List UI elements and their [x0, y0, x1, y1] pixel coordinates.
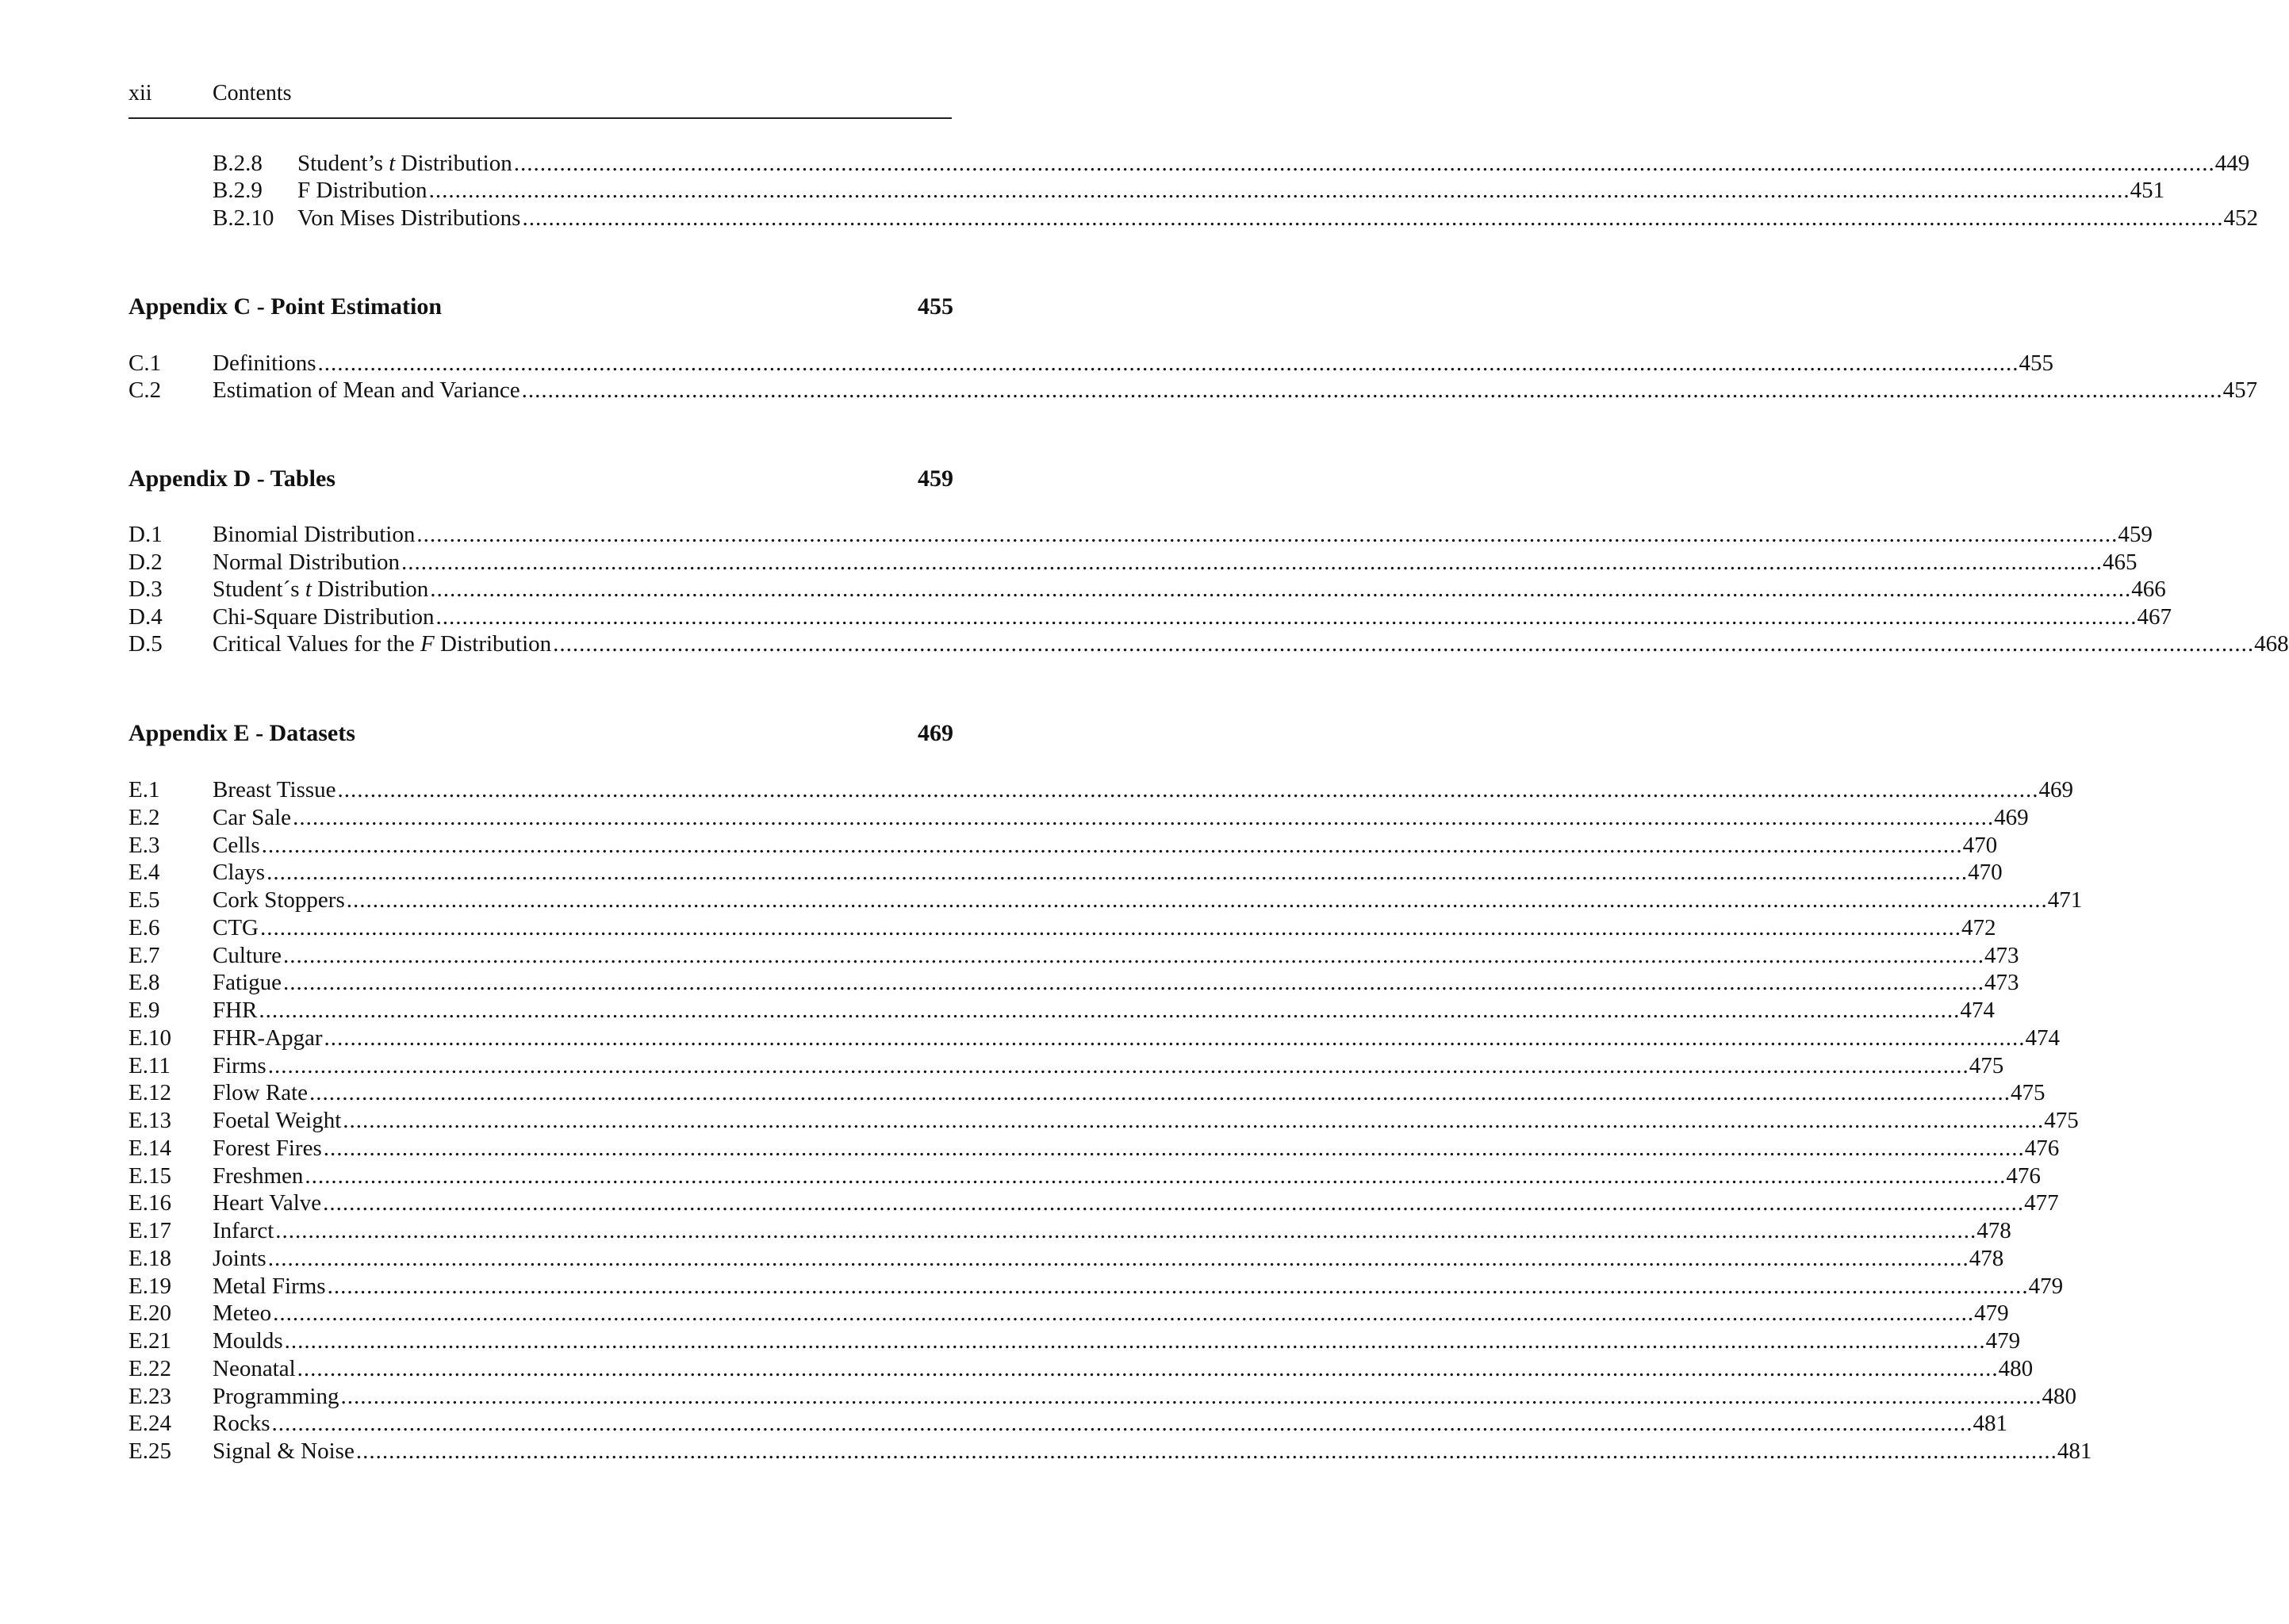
entry-number: B.2.10 [213, 205, 274, 231]
entry-title-text: Programming [213, 1384, 339, 1409]
entry-number: E.22 [128, 1356, 171, 1381]
toc-entry [128, 376, 2258, 404]
entry-title-text: Breast Tissue [213, 777, 336, 802]
dot-leader: .................................................................................................................................................................................................................................................................... [266, 860, 1969, 885]
entry-page: 478 [1977, 1218, 2011, 1243]
entry-title-text: FHR [213, 998, 258, 1023]
entry-page: 449 [2214, 151, 2250, 176]
entry-number: E.25 [128, 1438, 171, 1464]
toc-entry [128, 1382, 2076, 1411]
entry-title [213, 914, 260, 942]
entry-page: 475 [2011, 1080, 2046, 1105]
entry-page: 469 [2038, 777, 2074, 802]
toc-entry [213, 204, 2258, 232]
entry-number: C.2 [128, 377, 162, 403]
entry-page: 469 [1994, 805, 2029, 830]
dot-leader: .................................................................................................................................................................................................................................................................... [275, 1218, 1977, 1243]
entry-page: 479 [1985, 1328, 2021, 1354]
entry-number: E.4 [128, 860, 160, 885]
entry-title [213, 996, 259, 1025]
dot-leader: .................................................................................................................................................................................................................................................................... [317, 350, 2019, 376]
entry-number: E.9 [128, 998, 160, 1023]
entry-number: C.1 [128, 350, 162, 376]
dot-leader: .................................................................................................................................................................................................................................................................... [273, 1300, 1975, 1326]
toc-entry [128, 1189, 2059, 1217]
entry-title-text: Joints [213, 1246, 266, 1271]
toc-entry [128, 1437, 2092, 1465]
entry-page: 480 [1998, 1356, 2034, 1381]
entry-title-text: Metal Firms [213, 1274, 326, 1299]
entry-title-text: Infarct [213, 1218, 274, 1243]
dot-leader: .................................................................................................................................................................................................................................................................... [553, 631, 2255, 657]
entry-page: 474 [2025, 1025, 2061, 1051]
entry-page: 451 [2130, 178, 2165, 203]
entry-title [297, 176, 429, 205]
entry-title-text: Binomial Distribution [213, 522, 416, 547]
entry-title-text: CTG [213, 915, 259, 940]
entry-title-text: F Distribution [297, 178, 428, 203]
dot-leader: .................................................................................................................................................................................................................................................................... [267, 1246, 1969, 1271]
entry-title [213, 376, 522, 404]
entry-title-text: Von Mises Distributions [297, 205, 521, 231]
entry-number: E.20 [128, 1300, 171, 1326]
dot-leader: .................................................................................................................................................................................................................................................................... [428, 178, 2130, 203]
entry-title-text: Definitions [213, 350, 316, 376]
dot-leader: .................................................................................................................................................................................................................................................................... [267, 1053, 1969, 1078]
entry-title-text: Signal & Noise [213, 1438, 355, 1464]
appendix-title: Appendix E - Datasets [128, 720, 355, 746]
entry-title [213, 630, 553, 658]
entry-title [213, 858, 266, 887]
entry-title-text: Critical Values for the [213, 631, 421, 657]
entry-title-text: Heart Valve [213, 1190, 322, 1216]
entry-title [213, 831, 262, 860]
entry-title-text: Normal Distribution [213, 550, 401, 575]
entry-title [213, 1437, 356, 1465]
entry-title [213, 603, 436, 631]
entry-title [213, 968, 283, 997]
toc-entry [128, 520, 2153, 549]
toc-entry [128, 803, 2029, 832]
dot-leader: .................................................................................................................................................................................................................................................................... [401, 550, 2103, 575]
entry-title [213, 941, 283, 970]
toc-entry [128, 1216, 2011, 1245]
toc-entry [128, 575, 2166, 603]
entry-title [213, 1134, 324, 1162]
entry-page: 470 [1962, 833, 1998, 858]
entry-title [213, 803, 293, 832]
dot-leader: .................................................................................................................................................................................................................................................................... [337, 777, 2039, 802]
entry-page: 480 [2042, 1384, 2076, 1409]
entry-title-text: Neonatal [213, 1356, 296, 1381]
entry-title-text: Meteo [213, 1300, 272, 1326]
entry-title-text: Culture [213, 943, 282, 968]
dot-leader: .................................................................................................................................................................................................................................................................... [340, 1384, 2042, 1409]
dot-leader: .................................................................................................................................................................................................................................................................... [305, 1163, 2007, 1189]
entry-number: B.2.8 [213, 151, 263, 176]
entry-title [213, 1409, 272, 1438]
toc-entry [128, 886, 2083, 914]
appendix-page: 469 [918, 720, 953, 746]
toc-entry [213, 149, 2250, 178]
entry-page: 481 [2057, 1438, 2092, 1464]
entry-number: E.8 [128, 970, 160, 995]
entry-number: B.2.9 [213, 178, 263, 203]
dot-leader: .................................................................................................................................................................................................................................................................... [323, 1136, 2025, 1161]
entry-number: E.2 [128, 805, 160, 830]
entry-title-text: Freshmen [213, 1163, 304, 1189]
entry-title-text: Cork Stoppers [213, 887, 345, 913]
entry-number: E.18 [128, 1246, 171, 1271]
appendix-heading [128, 291, 953, 323]
toc-entry [128, 858, 2003, 887]
entry-title [213, 1078, 309, 1107]
entry-title-text: Forest Fires [213, 1136, 322, 1161]
entry-title [213, 575, 430, 603]
entry-title [213, 776, 338, 804]
entry-number: E.16 [128, 1190, 171, 1216]
entry-title-text: Firms [213, 1053, 266, 1078]
entry-page: 478 [1969, 1246, 2004, 1271]
entry-title-text: Distribution [311, 576, 429, 602]
entry-title [213, 548, 401, 576]
entry-title [297, 204, 522, 232]
entry-number: E.23 [128, 1384, 171, 1409]
toc-entry [128, 1299, 2009, 1327]
toc-entry [128, 1244, 2004, 1273]
entry-page: 473 [1984, 970, 2019, 995]
entry-number: E.15 [128, 1163, 171, 1189]
entry-title-text: Student´s [213, 576, 305, 602]
toc-entry [128, 1272, 2064, 1300]
dot-leader: .................................................................................................................................................................................................................................................................... [343, 1108, 2045, 1133]
entry-number: D.4 [128, 604, 163, 630]
dot-leader: .................................................................................................................................................................................................................................................................... [430, 576, 2132, 602]
dot-leader: .................................................................................................................................................................................................................................................................... [522, 205, 2224, 231]
entry-title [213, 1327, 285, 1355]
toc-entry [128, 1134, 2060, 1162]
entry-title-text: FHR-Apgar [213, 1025, 323, 1051]
dot-leader: .................................................................................................................................................................................................................................................................... [283, 943, 1984, 968]
toc-entry [128, 996, 1995, 1025]
toc-entry [128, 1327, 2021, 1355]
dot-leader: .................................................................................................................................................................................................................................................................... [324, 1025, 2026, 1051]
header-rule [128, 117, 952, 119]
entry-number: E.12 [128, 1080, 171, 1105]
dot-leader: .................................................................................................................................................................................................................................................................... [355, 1438, 2057, 1464]
page-number: xii [128, 81, 152, 105]
entry-page: 473 [1984, 943, 2019, 968]
toc-entry [128, 1024, 2061, 1052]
appendix-heading [128, 718, 953, 749]
entry-title [213, 1244, 268, 1273]
entry-title-italic: t [305, 576, 312, 602]
dot-leader: .................................................................................................................................................................................................................................................................... [271, 1411, 1973, 1436]
entry-page: 475 [1969, 1053, 2004, 1078]
entry-title [213, 1051, 268, 1080]
entry-page: 474 [1960, 998, 1995, 1023]
entry-title [213, 1272, 328, 1300]
entry-number: E.1 [128, 777, 160, 802]
appendix-title: Appendix C - Point Estimation [128, 293, 443, 320]
entry-number: D.5 [128, 631, 163, 657]
toc-entry [128, 1078, 2046, 1107]
entry-title-text: Distribution [395, 151, 512, 176]
entry-title-italic: F [420, 631, 435, 657]
dot-leader: .................................................................................................................................................................................................................................................................... [261, 833, 1963, 858]
entry-page: 471 [2047, 887, 2083, 913]
entry-page: 475 [2044, 1108, 2079, 1133]
entry-title-text: Estimation of Mean and Variance [213, 377, 520, 403]
toc-entry [128, 1354, 2034, 1383]
entry-page: 465 [2103, 550, 2138, 575]
entry-page: 479 [1974, 1300, 2009, 1326]
running-title: Contents [213, 81, 292, 105]
entry-number: E.6 [128, 915, 160, 940]
toc-entry [128, 914, 1996, 942]
entry-title [213, 1382, 341, 1411]
entry-title [213, 1189, 323, 1217]
toc-entry [128, 1051, 2004, 1080]
dot-leader: .................................................................................................................................................................................................................................................................... [416, 522, 2118, 547]
entry-number: E.13 [128, 1108, 171, 1133]
entry-number: E.19 [128, 1274, 171, 1299]
entry-title [213, 1216, 275, 1245]
entry-title-text: Car Sale [213, 805, 292, 830]
appendix-title: Appendix D - Tables [128, 465, 335, 492]
entry-page: 459 [2118, 522, 2153, 547]
dot-leader: .................................................................................................................................................................................................................................................................... [309, 1080, 2011, 1105]
entry-title-text: Fatigue [213, 970, 282, 995]
dot-leader: .................................................................................................................................................................................................................................................................... [284, 1328, 1986, 1354]
entry-number: E.7 [128, 943, 160, 968]
entry-number: E.24 [128, 1411, 171, 1436]
dot-leader: .................................................................................................................................................................................................................................................................... [283, 970, 1984, 995]
entry-page: 468 [2254, 631, 2289, 657]
dot-leader: .................................................................................................................................................................................................................................................................... [327, 1274, 2029, 1299]
entry-number: D.3 [128, 576, 163, 602]
entry-title-text: Moulds [213, 1328, 283, 1354]
toc-entry [128, 941, 2019, 970]
entry-page: 470 [1968, 860, 2003, 885]
dot-leader: .................................................................................................................................................................................................................................................................... [513, 151, 2215, 176]
entry-page: 481 [1973, 1411, 2007, 1436]
dot-leader: .................................................................................................................................................................................................................................................................... [259, 998, 1961, 1023]
toc-entry [128, 1106, 2079, 1135]
entry-title-text: Clays [213, 860, 266, 885]
entry-title [213, 1024, 324, 1052]
appendix-page: 459 [918, 465, 953, 492]
dot-leader: .................................................................................................................................................................................................................................................................... [323, 1190, 2025, 1216]
entry-title-text: Student’s [297, 151, 389, 176]
entry-page: 467 [2137, 604, 2172, 630]
entry-page: 476 [2024, 1136, 2060, 1161]
toc-entry [128, 776, 2074, 804]
appendix-heading [128, 463, 953, 495]
entry-page: 472 [1961, 915, 1996, 940]
toc-entry [213, 176, 2165, 205]
entry-number: E.10 [128, 1025, 171, 1051]
entry-title-text: Foetal Weight [213, 1108, 342, 1133]
entry-number: E.14 [128, 1136, 171, 1161]
entry-title [213, 1162, 305, 1190]
entry-title [213, 520, 416, 549]
entry-number: D.2 [128, 550, 163, 575]
entry-page: 457 [2222, 377, 2258, 403]
entry-title-text: Rocks [213, 1411, 270, 1436]
entry-title-italic: t [389, 151, 396, 176]
entry-page: 466 [2131, 576, 2166, 602]
entry-title [213, 1299, 273, 1327]
entry-title [213, 1106, 343, 1135]
entry-page: 476 [2006, 1163, 2041, 1189]
dot-leader: .................................................................................................................................................................................................................................................................... [293, 805, 1995, 830]
toc-entry [128, 548, 2138, 576]
dot-leader: .................................................................................................................................................................................................................................................................... [297, 1356, 1999, 1381]
dot-leader: .................................................................................................................................................................................................................................................................... [521, 377, 2223, 403]
dot-leader: .................................................................................................................................................................................................................................................................... [435, 604, 2138, 630]
entry-page: 479 [2028, 1274, 2064, 1299]
toc-entry [128, 831, 1998, 860]
toc-entry [128, 630, 2289, 658]
entry-title-text: Cells [213, 833, 260, 858]
toc-entry [128, 349, 2053, 377]
entry-page: 452 [2223, 205, 2258, 231]
toc-entry [128, 1409, 2007, 1438]
dot-leader: .................................................................................................................................................................................................................................................................... [260, 915, 1961, 940]
entry-title [213, 349, 318, 377]
entry-number: E.11 [128, 1053, 171, 1078]
entry-number: E.17 [128, 1218, 171, 1243]
toc-entry [128, 603, 2172, 631]
entry-title [297, 149, 514, 178]
entry-title-text: Flow Rate [213, 1080, 309, 1105]
toc-entry [128, 1162, 2041, 1190]
entry-number: E.5 [128, 887, 160, 913]
appendix-page: 455 [918, 293, 953, 320]
entry-title-text: Distribution [434, 631, 552, 657]
entry-title-text: Chi-Square Distribution [213, 604, 435, 630]
entry-number: D.1 [128, 522, 163, 547]
running-head [128, 78, 952, 109]
entry-page: 455 [2019, 350, 2053, 376]
entry-title [213, 886, 347, 914]
dot-leader: .................................................................................................................................................................................................................................................................... [346, 887, 2048, 913]
toc-entry [128, 968, 2019, 997]
entry-number: E.21 [128, 1328, 171, 1354]
entry-title [213, 1354, 297, 1383]
entry-page: 477 [2024, 1190, 2059, 1216]
entry-number: E.3 [128, 833, 160, 858]
